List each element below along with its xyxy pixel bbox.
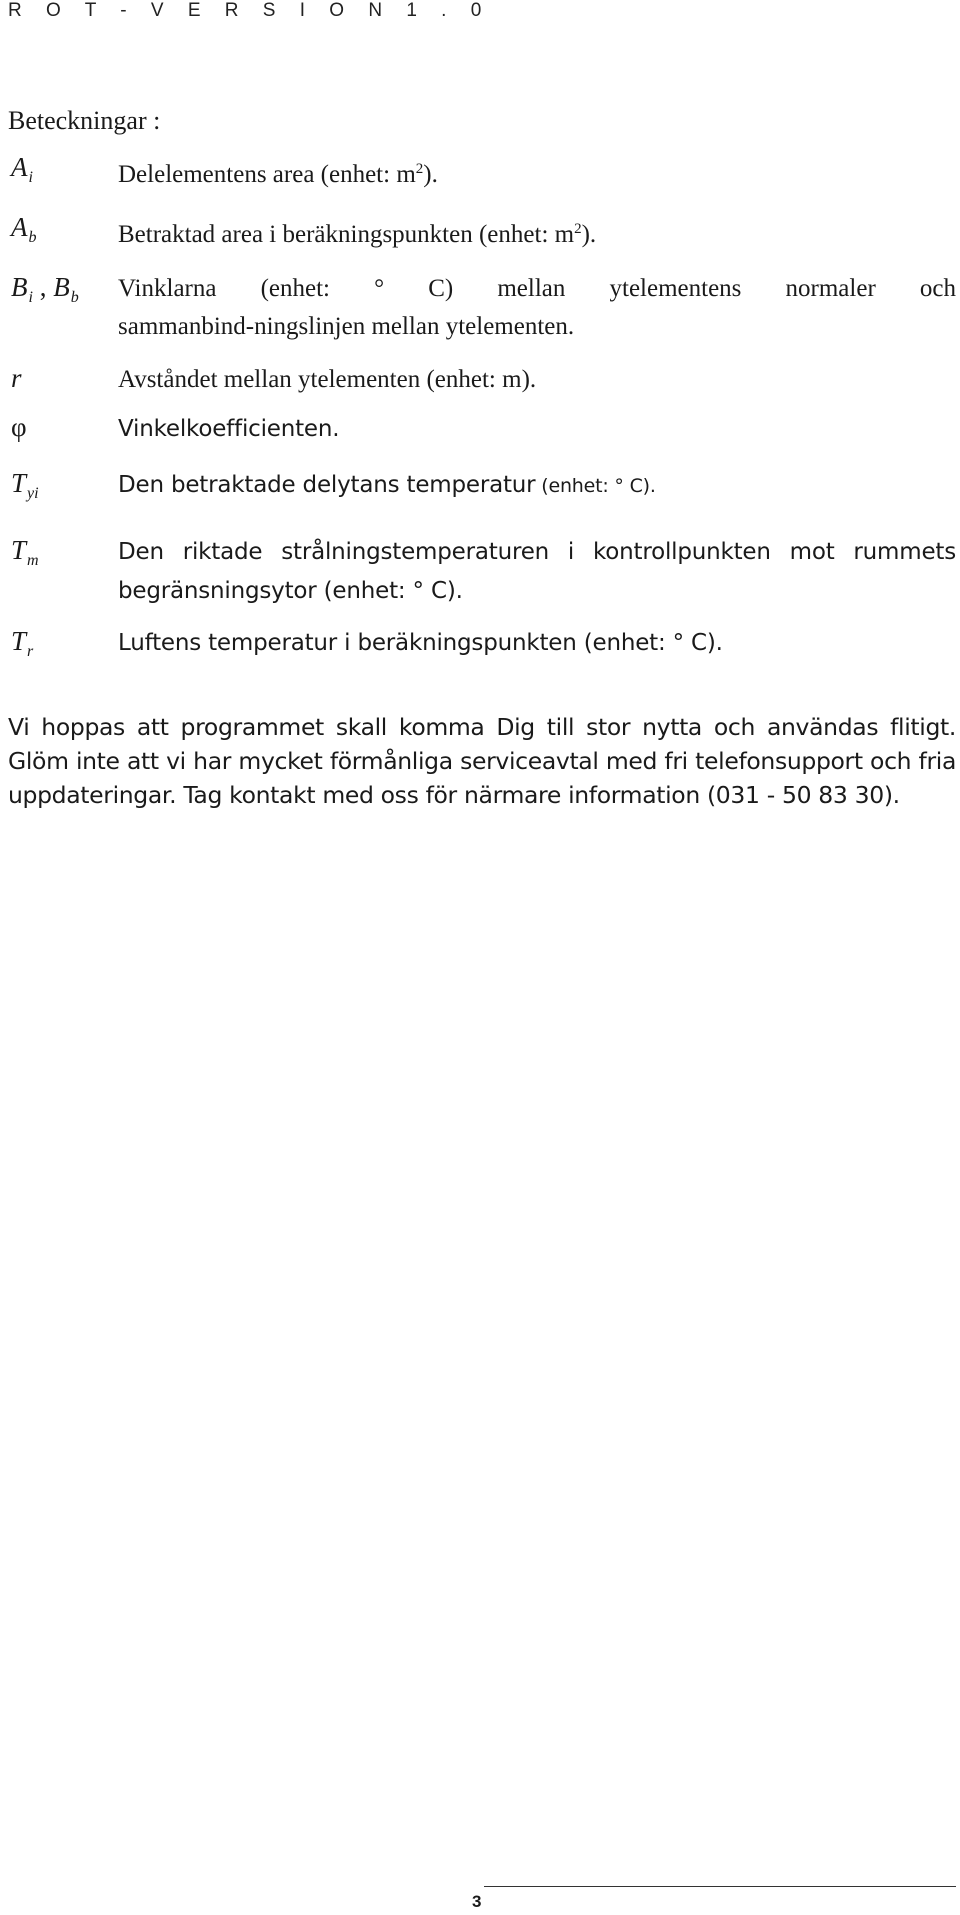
description-r: Avståndet mellan ytelementen (enhet: m). xyxy=(118,366,537,393)
symbol-r: r xyxy=(11,363,22,393)
closing-paragraph: Vi hoppas att programmet skall komma Dig till stor nytta och användas flitigt. Glöm inte att vi har mycket förmånliga serviceavtal med fri telefonsupport och fria uppdateringar. Tag kontakt med oss för närmare information (031 - 50 83 30). xyxy=(8,713,956,809)
description-tm-line1: Den riktade strålningstemperaturen i kontrollpunkten mot rummets xyxy=(118,539,956,565)
description-bi-bb-line1: Vinklarna (enhet: ° C) mellan ytelementens normaler och xyxy=(118,275,956,302)
symbol-tm: $T_m$ xyxy=(11,535,39,569)
description-ai: Delelementens area (enhet: $m^2$). xyxy=(118,161,438,188)
description-ab: Betraktad area i beräkningspunkten (enhet: $m^2$). xyxy=(118,221,597,248)
symbol-phi: φ xyxy=(11,412,27,442)
symbol-bi-bb: $B_i$ , $B_b$ xyxy=(11,272,79,306)
description-tyi: Den betraktade delytans temperatur (enhet: ° C). xyxy=(118,472,656,498)
footer-rule xyxy=(484,1886,956,1887)
symbol-ab: $A_b$ xyxy=(11,212,37,246)
symbol-ai: $A_i$ xyxy=(11,152,33,186)
running-header: R O T - V E R S I O N 1 . 0 xyxy=(8,0,491,21)
description-tm xyxy=(118,533,956,611)
symbol-tyi: $T_{yi}$ xyxy=(11,468,39,502)
description-tm-line2: begränsningsytor (enhet: ° C). xyxy=(118,578,463,604)
description-bi-bb xyxy=(118,270,956,346)
description-tr: Luftens temperatur i beräkningspunkten (enhet: ° C). xyxy=(118,630,723,656)
symbol-tr: $T_r$ xyxy=(11,626,34,660)
description-bi-bb-line2: sammanbind-ningslinjen mellan ytelementen. xyxy=(118,313,575,340)
description-phi: Vinkelkoefficienten. xyxy=(118,416,340,442)
section-heading: Beteckningar : xyxy=(8,106,161,135)
page-number: 3 xyxy=(472,1892,482,1911)
